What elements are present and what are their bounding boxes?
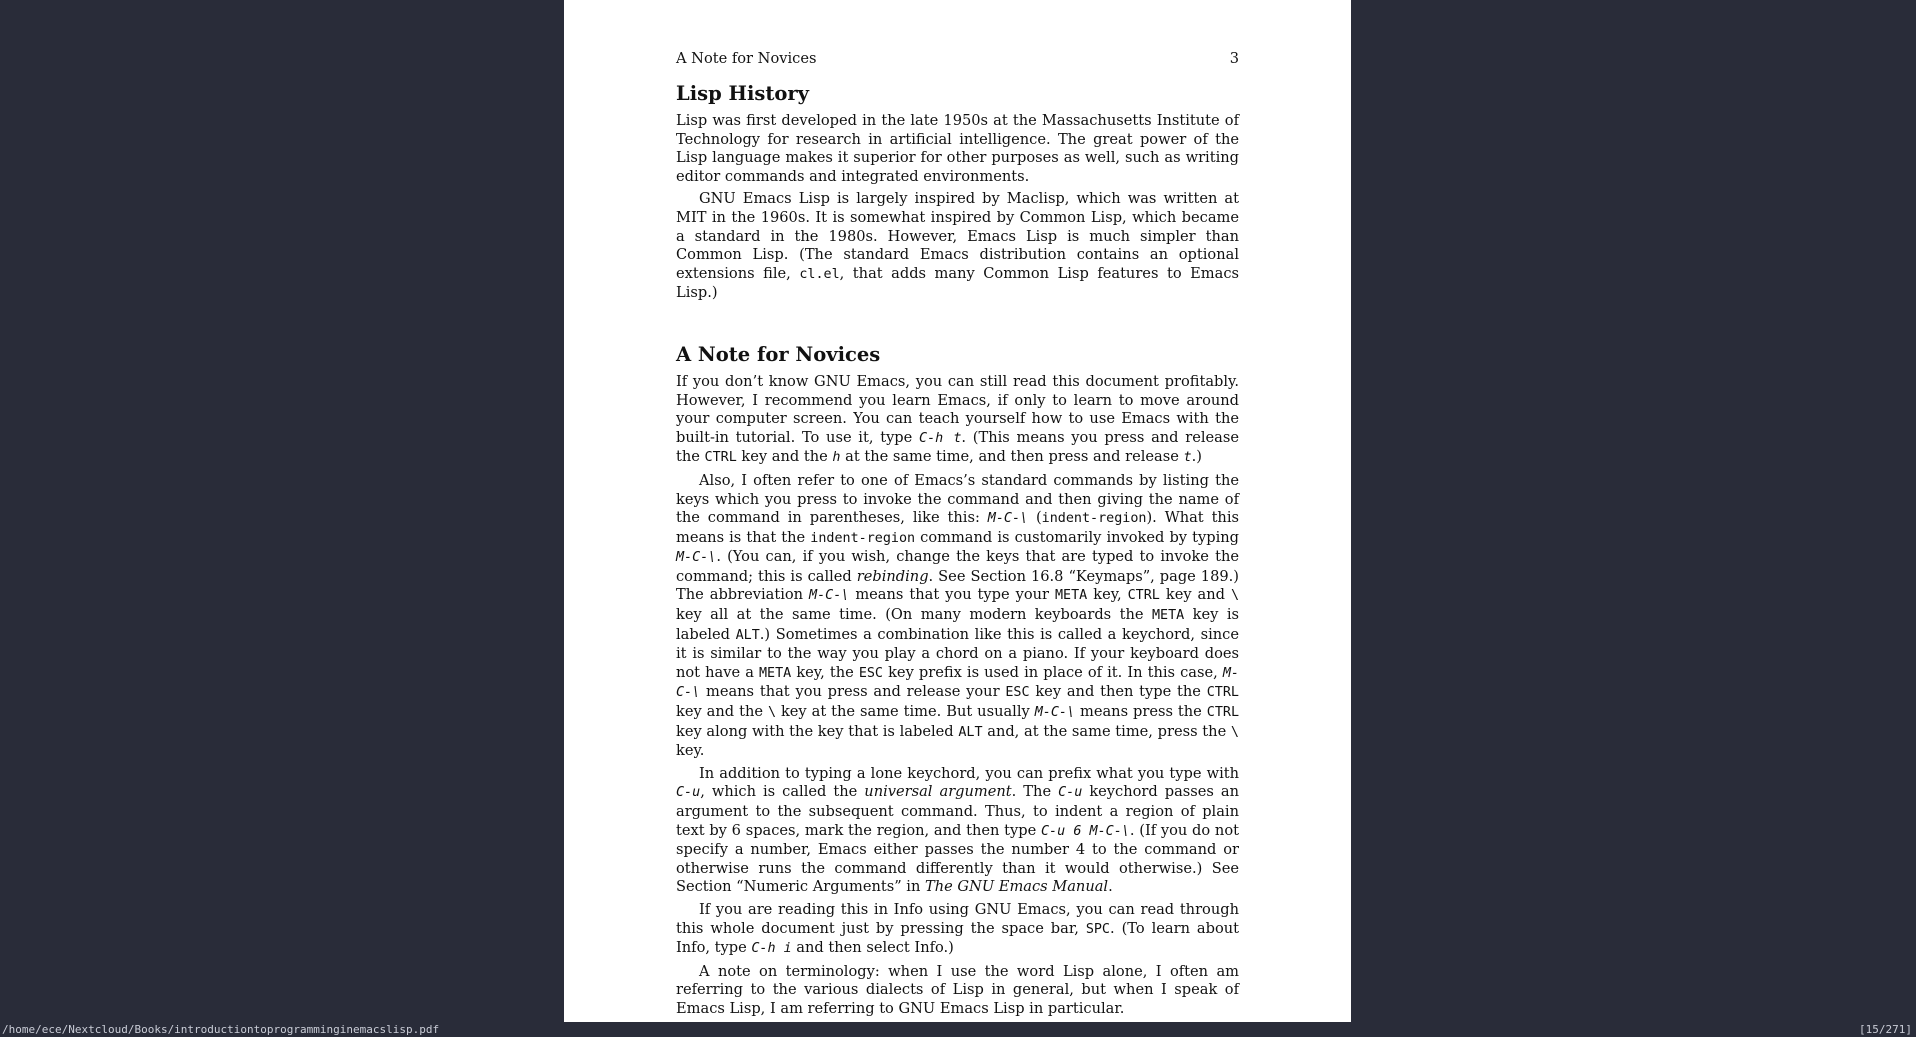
paragraph: A note on terminology: when I use the word Lisp alone, I often am referring to the various dialects of Lisp in general, but when I speak of Emacs Lisp, I am referring to GNU Emacs Lisp in particular. <box>676 962 1239 1017</box>
paragraph: If you don’t know GNU Emacs, you can still read this document profitably. However, I recommend you learn Emacs, if only to learn to move around your computer screen. You can teach yourself how to use Emacs with the built-in tutorial. To use it, type C-h t. (This means you press and release the CTRL key and the h at the same time, and then press and release t.) <box>676 372 1239 466</box>
heading-lisp-history: Lisp History <box>676 82 809 105</box>
paragraph: Also, I often refer to one of Emacs’s standard commands by listing the keys which you press to invoke the command and then giving the name of the command in parentheses, like this: M-C-\ (indent-region). What this means is that the indent-region command is customarily invoked by typing M-C-\. (You can, if you wish, change the keys that are typed to invoke the command; this is called rebinding. See Section 16.8 “Keymaps”, page 189.) The abbreviation M-C-\ means that you type your META key, CTRL key and \ key all at the same time. (On many modern keyboards the META key is labeled ALT.) Sometimes a combination like this is called a keychord, since it is similar to the way you play a chord on a piano. If your keyboard does not have a META key, the ESC key prefix is used in place of it. In this case, M-C-\ means that you press and release your ESC key and then type the CTRL key and the \ key at the same time. But usually M-C-\ means press the CTRL key along with the key that is labeled ALT and, at the same time, press the \ key. <box>676 471 1240 760</box>
running-head-title: A Note for Novices <box>676 50 817 67</box>
status-bar <box>0 1022 1916 1037</box>
paragraph: Lisp was first developed in the late 1950s at the Massachusetts Institute of Technology for research in artificial intelligence. The great power of the Lisp language makes it superior for other purposes as well, such as writing editor commands and integrated environments. <box>676 112 1239 185</box>
paragraph: If you are reading this in Info using GNU Emacs, you can read through this whole document just by pressing the space bar, SPC. (To learn about Info, type C-h i and then select Info.) <box>676 900 1240 957</box>
paragraph: In addition to typing a lone keychord, you can prefix what you type with C-u, which is called the universal argument. The C-u keychord passes an argument to the subsequent command. Thus, to indent a region of plain text by 6 spaces, mark the region, and then type C-u 6 M-C-\. (If you do not specify a number, Emacs either passes the number 4 to the command or otherwise runs the command differently than it would otherwise.) See Section “Numeric Arguments” in The GNU Emacs Manual. <box>676 764 1239 896</box>
page-indicator: [15/271] <box>1859 1023 1912 1036</box>
page-content <box>676 48 1239 1023</box>
file-path: /home/ece/Nextcloud/Books/introductiontoprogramminginemacslisp.pdf <box>2 1023 440 1036</box>
page-number: 3 <box>1229 50 1239 67</box>
paragraph: GNU Emacs Lisp is largely inspired by Maclisp, which was written at MIT in the 1960s. It is somewhat inspired by Common Lisp, which became a standard in the 1980s. However, Emacs Lisp is much simpler than Common Lisp. (The standard Emacs distribution contains an optional extensions file, cl.el, that adds many Common Lisp features to Emacs Lisp.) <box>676 190 1239 302</box>
heading-note-for-novices: A Note for Novices <box>676 342 881 366</box>
document-page[interactable] <box>564 0 1351 1022</box>
running-head <box>676 48 1239 70</box>
